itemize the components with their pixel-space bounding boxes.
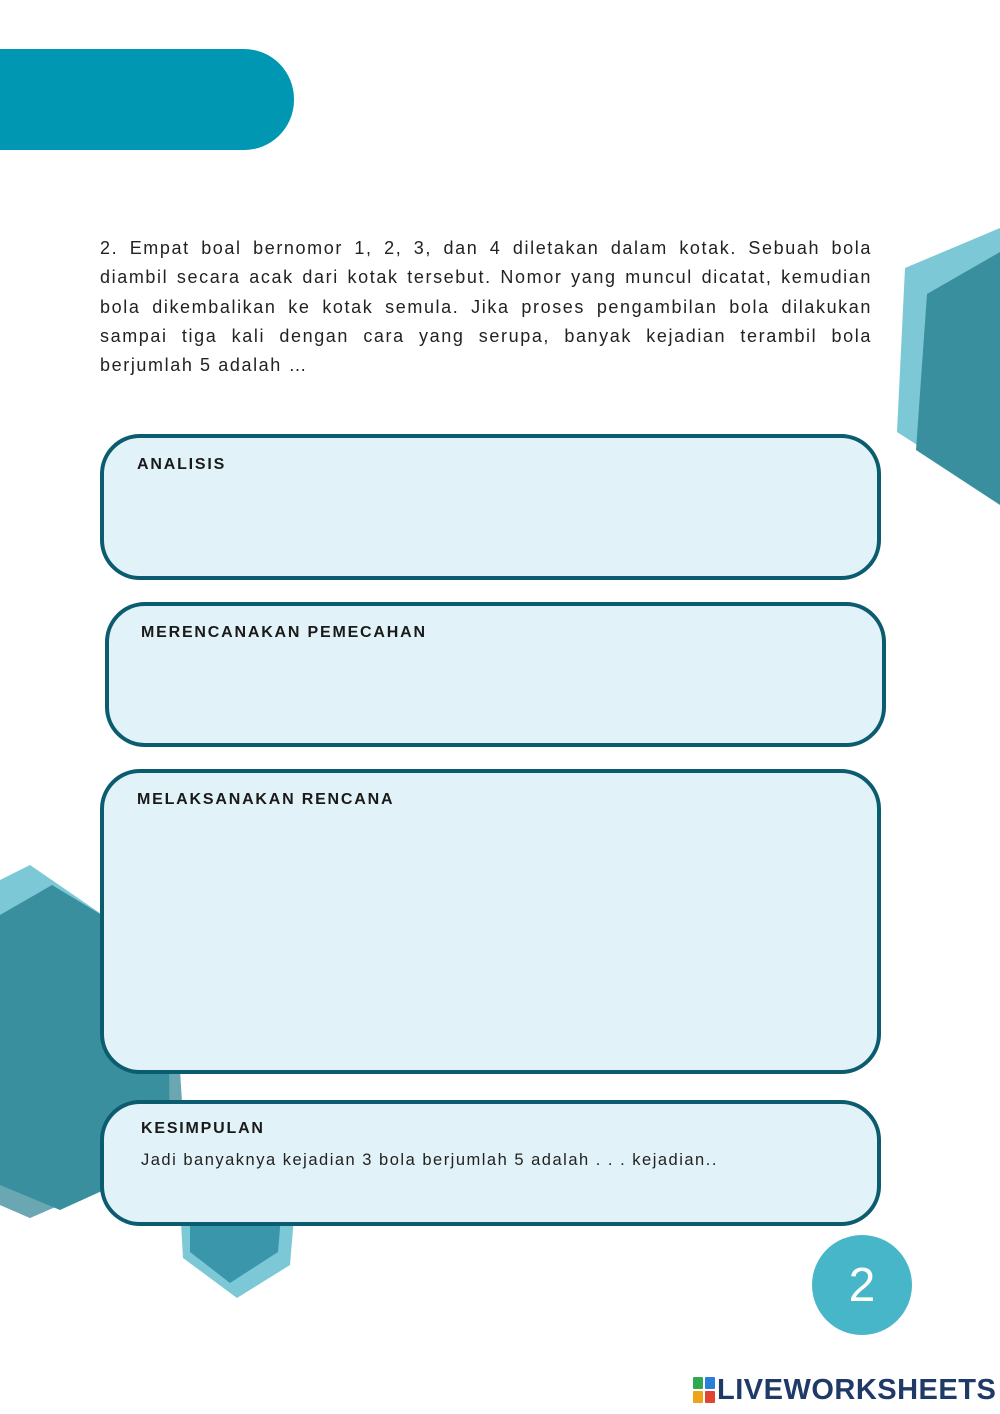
liveworksheets-logo-icon (693, 1377, 715, 1403)
page-number-badge: 2 (812, 1235, 912, 1335)
analisis-label: ANALISIS (137, 456, 227, 473)
question-text: 2. Empat boal bernomor 1, 2, 3, dan 4 diletakan dalam kotak. Sebuah bola diambil secara acak dari kotak tersebut. Nomor yang muncul dicatat, kemudian bola dikembalikan ke kotak semula. Jika proses pengambilan bola dilakukan sampai tiga kali dengan cara yang serupa, banyak kejadian terambil bola berjumlah 5 adalah … (100, 238, 872, 376)
liveworksheets-wordmark: LIVEWORKSHEETS (717, 1373, 997, 1406)
merencanakan-box[interactable] (105, 602, 886, 747)
merencanakan-label: MERENCANAKAN PEMECAHAN (141, 624, 427, 641)
kesimpulan-text: Jadi banyaknya kejadian 3 bola berjumlah 5 adalah . . . kejadian.. (141, 1151, 718, 1169)
liveworksheets-brand (693, 1374, 996, 1406)
analisis-box[interactable] (100, 434, 881, 580)
kesimpulan-box[interactable] (100, 1100, 881, 1226)
melaksanakan-label: MELAKSANAKAN RENCANA (137, 791, 395, 808)
melaksanakan-box[interactable] (100, 769, 881, 1074)
kesimpulan-label: KESIMPULAN (141, 1120, 265, 1137)
